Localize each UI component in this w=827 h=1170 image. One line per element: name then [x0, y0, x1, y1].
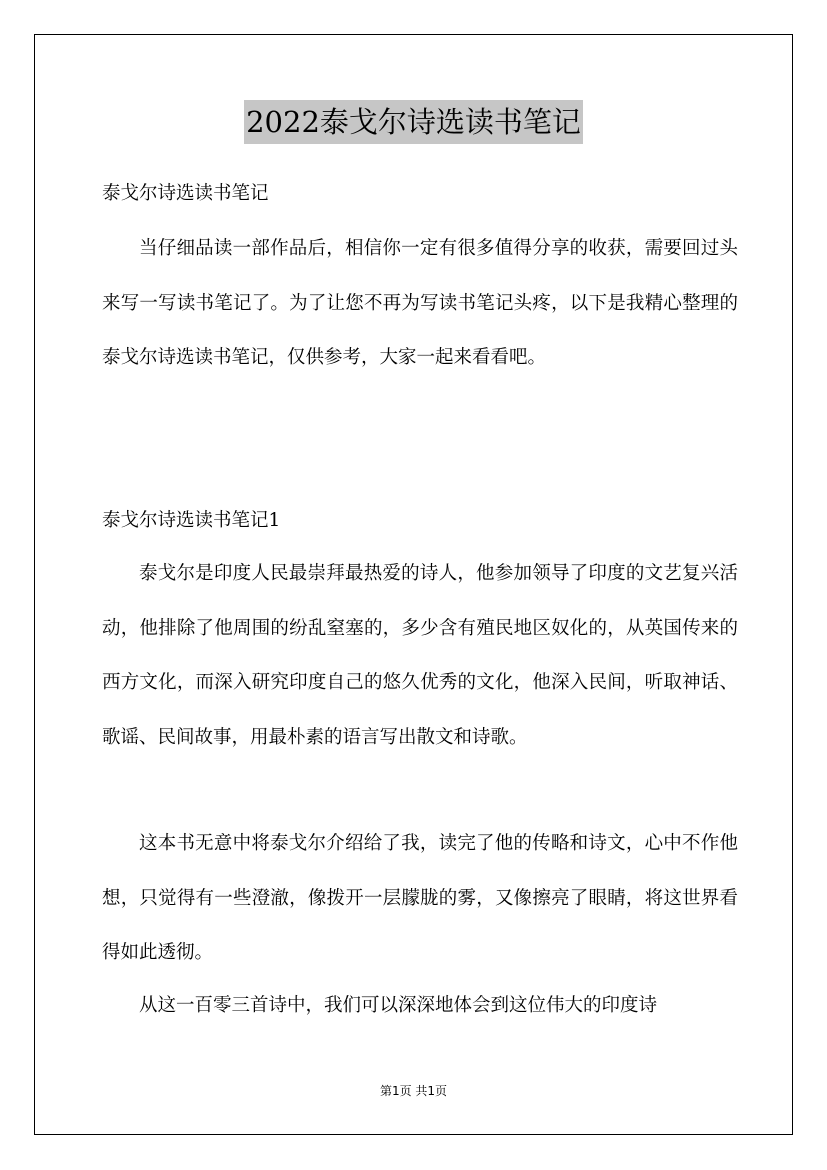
note1-paragraph-3: 从这一百零三首诗中，我们可以深深地体会到这位伟大的印度诗: [139, 995, 658, 1016]
intro-paragraph: 当仔细品读一部作品后，相信你一定有很多值得分享的收获，需要回过头来写一写读书笔记了。为了让您不再为写读书笔记头疼，以下是我精心整理的泰戈尔诗选读书笔记，仅供参考，大家一起来看看吧。: [102, 238, 738, 368]
note1-paragraph-1: 泰戈尔是印度人民最崇拜最热爱的诗人，他参加领导了印度的文艺复兴活动，他排除了他周围的纷乱窒塞的，多少含有殖民地区奴化的，从英国传来的西方文化，而深入研究印度自己的悠久优秀的文化，他深入民间，听取神话、歌谣、民间故事，用最朴素的语言写出散文和诗歌。: [102, 563, 738, 748]
page-footer: 第1页 共1页: [379, 1084, 448, 1098]
note1-heading: 泰戈尔诗选读书笔记1: [102, 510, 281, 531]
title-container: [0, 100, 827, 144]
note1-paragraph-2: 这本书无意中将泰戈尔介绍给了我，读完了他的传略和诗文，心中不作他想，只觉得有一些澄澈，像拨开一层朦胧的雾，又像擦亮了眼睛，将这世界看得如此透彻。: [102, 833, 738, 963]
section-heading: 泰戈尔诗选读书笔记: [102, 183, 269, 204]
document-title: 2022泰戈尔诗选读书笔记: [244, 100, 583, 144]
